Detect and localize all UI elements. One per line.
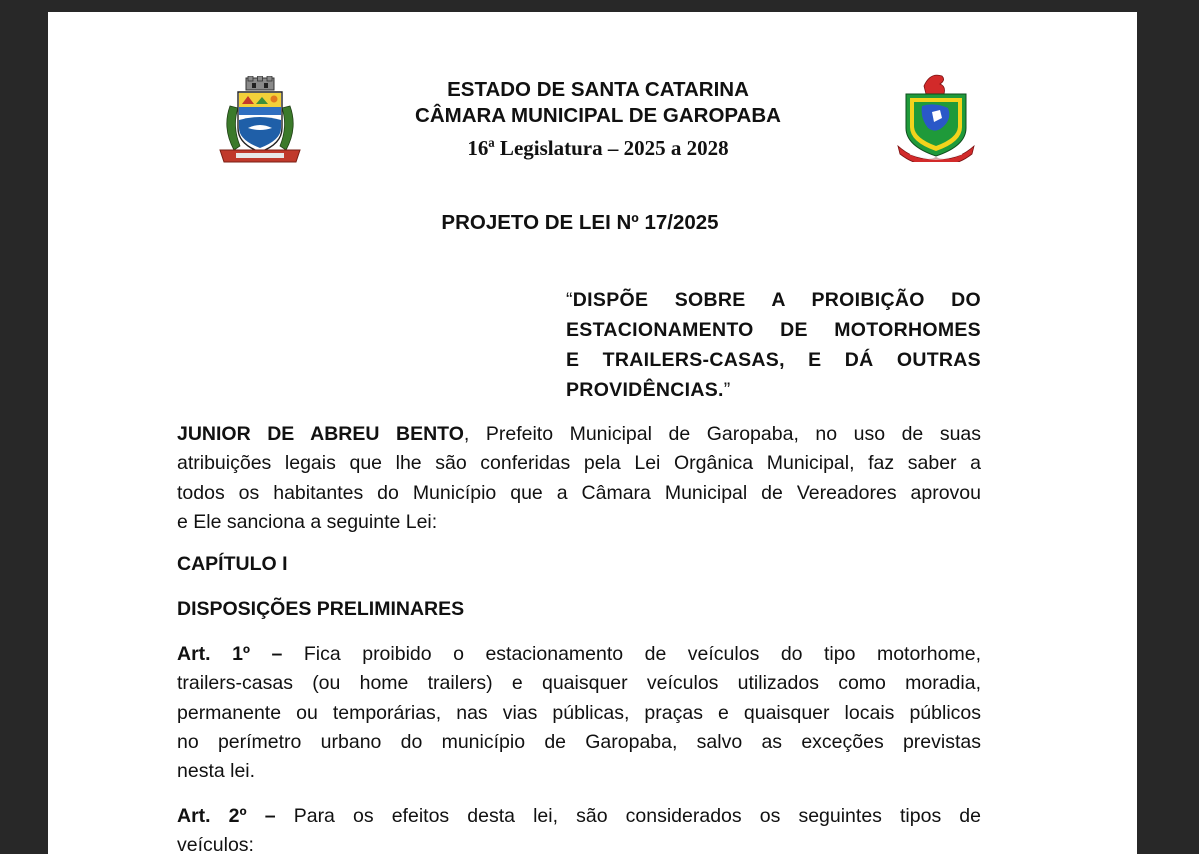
paragraph-line: e Ele sanciona a seguinte Lei: bbox=[177, 510, 438, 533]
article-line bbox=[177, 640, 981, 669]
legislature-line: 16ª Legislatura – 2025 a 2028 bbox=[467, 136, 729, 160]
chamber-title: CÂMARA MUNICIPAL DE GAROPABA bbox=[415, 104, 781, 127]
article-1 bbox=[177, 640, 981, 786]
article-label: Art. 1º – bbox=[177, 643, 283, 665]
bill-summary bbox=[566, 285, 981, 405]
summary-text: PROVIDÊNCIAS. bbox=[566, 379, 724, 401]
mayor-name: JUNIOR DE ABREU BENTO bbox=[177, 423, 464, 445]
article-line: permanente ou temporárias, nas vias públicas, praças e quaisquer locais públicos bbox=[177, 701, 981, 724]
close-quote: ” bbox=[723, 379, 731, 401]
article-line bbox=[177, 802, 981, 831]
chapter-title: DISPOSIÇÕES PRELIMINARES bbox=[177, 598, 465, 620]
state-title: ESTADO DE SANTA CATARINA bbox=[447, 78, 749, 101]
article-text: Para os efeitos desta lei, são considerados os seguintes tipos de bbox=[275, 805, 982, 827]
bill-number-heading: PROJETO DE LEI Nº 17/2025 bbox=[441, 211, 719, 234]
article-text: Fica proibido o estacionamento de veículos do tipo motorhome, bbox=[282, 643, 981, 665]
article-line: nesta lei. bbox=[177, 760, 256, 783]
paragraph-text: , Prefeito Municipal de Garopaba, no uso de suas bbox=[463, 423, 982, 445]
summary-line bbox=[566, 285, 981, 315]
summary-line bbox=[566, 375, 981, 405]
document-page bbox=[48, 12, 1137, 854]
article-line: no perímetro urbano do município de Garopaba, salvo as exceções previstas bbox=[177, 730, 981, 753]
paragraph-line: todos os habitantes do Município que a Câmara Municipal de Vereadores aprovou bbox=[177, 481, 981, 504]
article-line: veículos: bbox=[177, 834, 254, 854]
enactment-paragraph bbox=[177, 420, 981, 537]
open-quote: “ bbox=[566, 289, 573, 311]
paragraph-line: atribuições legais que lhe são conferidas pela Lei Orgânica Municipal, faz saber a bbox=[177, 452, 981, 475]
article-line: trailers-casas (ou home trailers) e quaisquer veículos utilizados como moradia, bbox=[177, 672, 981, 695]
summary-line: ESTACIONAMENTO DE MOTORHOMES bbox=[566, 319, 981, 341]
chapter-heading: CAPÍTULO I bbox=[177, 553, 288, 575]
summary-text: DISPÕE SOBRE A PROIBIÇÃO DO bbox=[572, 289, 981, 311]
paragraph-line bbox=[177, 420, 981, 449]
article-2 bbox=[177, 802, 981, 854]
summary-line: E TRAILERS-CASAS, E DÁ OUTRAS bbox=[566, 349, 981, 371]
article-label: Art. 2º – bbox=[177, 805, 276, 827]
